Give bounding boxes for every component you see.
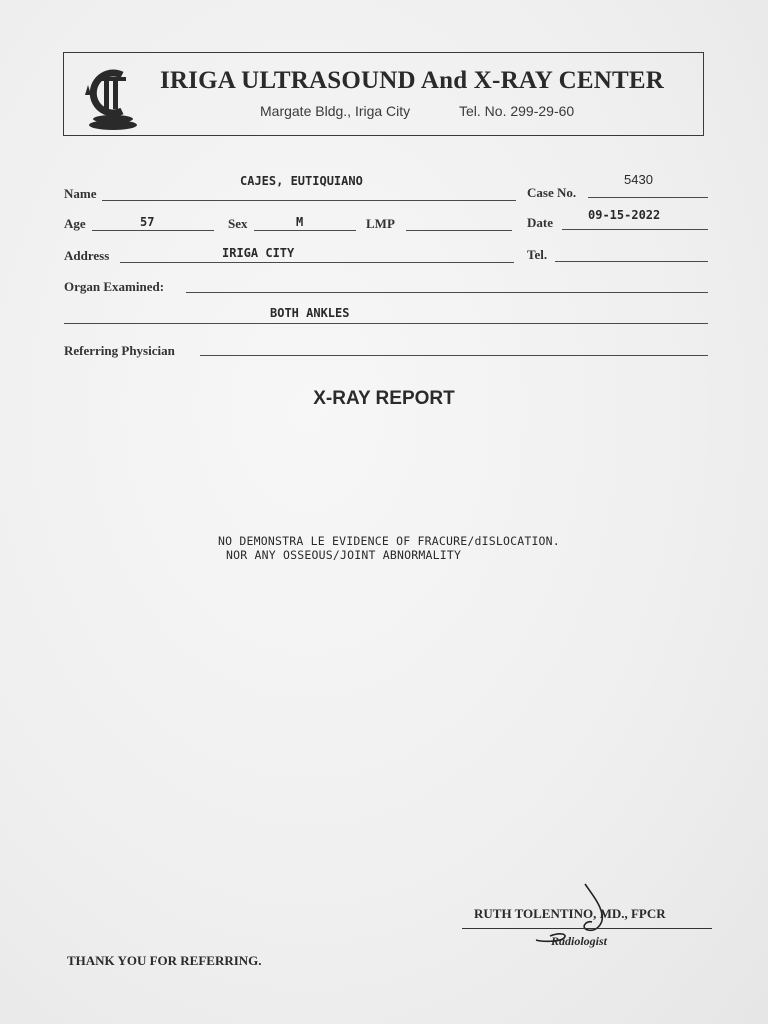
center-address: Margate Bldg., Iriga City xyxy=(260,103,411,119)
center-telephone: Tel. No. 299-29-60 xyxy=(459,103,575,119)
organ-line-1 xyxy=(186,292,708,293)
lmp-label: LMP xyxy=(366,216,395,231)
organ-examined: BOTH ANKLES xyxy=(270,306,350,320)
name-label: Name xyxy=(64,186,97,201)
case-number: 5430 xyxy=(624,172,653,187)
physician-label: Referring Physician xyxy=(64,343,175,358)
iuxc-logo-icon xyxy=(82,65,144,133)
organ-label: Organ Examined: xyxy=(64,279,165,294)
finding-line-2: NOR ANY OSSEOUS/JOINT ABNORMALITY xyxy=(226,548,462,562)
date-line xyxy=(562,229,708,230)
case-line xyxy=(588,197,708,198)
radiologist-title: Radiologist xyxy=(551,934,608,948)
tel-label: Tel. xyxy=(527,247,548,262)
tel-line xyxy=(555,261,708,262)
exam-date: 09-15-2022 xyxy=(588,208,661,222)
date-label: Date xyxy=(527,215,553,230)
case-label: Case No. xyxy=(527,185,577,200)
patient-name: CAJES, EUTIQUIANO xyxy=(240,174,363,188)
finding-line-1: NO DEMONSTRA LE EVIDENCE OF FRACURE/dISLOCATION. xyxy=(218,534,560,548)
age-label: Age xyxy=(64,216,86,231)
lmp-line xyxy=(406,230,512,231)
patient-age: 57 xyxy=(140,215,155,229)
letterhead xyxy=(63,52,704,136)
name-line xyxy=(102,200,516,201)
thank-you-note: THANK YOU FOR REFERRING. xyxy=(67,953,262,968)
center-name: IRIGA ULTRASOUND And X-RAY CENTER xyxy=(160,67,664,94)
signature-line xyxy=(462,928,712,929)
physician-line xyxy=(200,355,708,356)
radiologist-name: RUTH TOLENTINO, MD., FPCR xyxy=(474,906,666,921)
patient-address: IRIGA CITY xyxy=(222,246,295,260)
address-label: Address xyxy=(64,248,110,263)
organ-line-2 xyxy=(64,323,708,324)
patient-sex: M xyxy=(296,215,304,229)
sex-label: Sex xyxy=(228,216,248,231)
age-line xyxy=(92,230,214,231)
report-title: X-RAY REPORT xyxy=(313,388,455,409)
sex-line xyxy=(254,230,356,231)
address-line xyxy=(120,262,514,263)
